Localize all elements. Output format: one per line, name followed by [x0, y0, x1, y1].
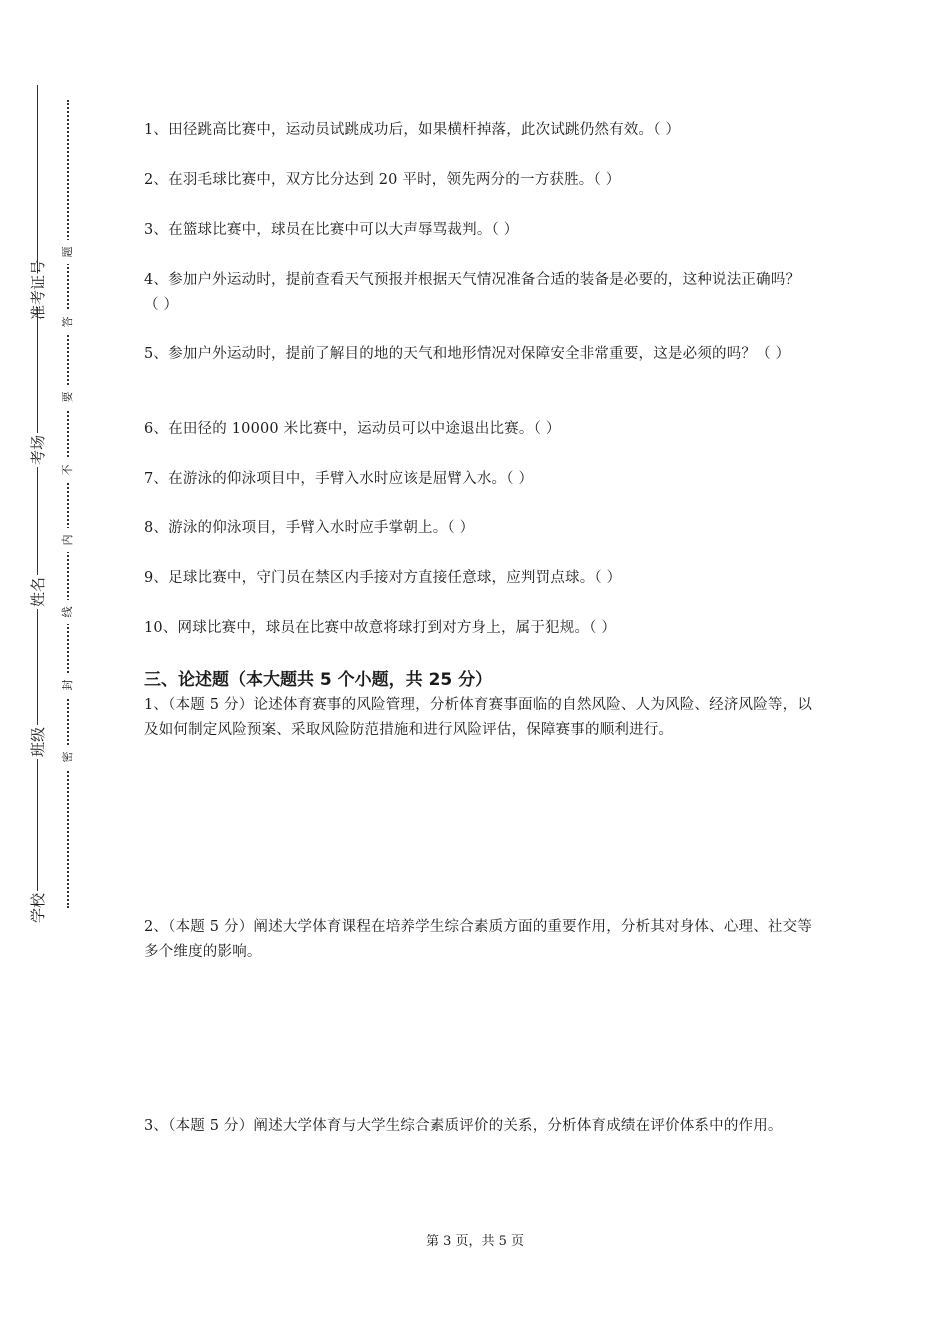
page-footer: 第 3 页，共 5 页	[425, 1234, 525, 1249]
seal-char: 封	[55, 673, 79, 697]
question-item: 3、在篮球比赛中，球员在比赛中可以大声辱骂裁判。（ ）	[144, 222, 519, 238]
class-label: 班级	[17, 725, 57, 759]
seal-char: 内	[55, 528, 79, 552]
question-item: 10、网球比赛中，球员在比赛中故意将球打到对方身上，属于犯规。（ ）	[144, 620, 617, 636]
question-item: 8、游泳的仰泳项目，手臂入水时应手掌朝上。（ ）	[144, 520, 475, 536]
question-item: 6、在田径的 10000 米比赛中，运动员可以中途退出比赛。（ ）	[144, 421, 561, 437]
binding-solid-line	[37, 85, 38, 905]
question-item: 7、在游泳的仰泳项目中，手臂入水时应该是屈臂入水。（ ）	[144, 471, 534, 487]
section-title: 三、论述题（本大题共 5 个小题，共 25 分）	[144, 670, 493, 690]
question-item: 2、在羽毛球比赛中，双方比分达到 20 平时，领先两分的一方获胜。（ ）	[144, 172, 621, 188]
exam-room-label: 考场	[17, 433, 57, 467]
exam-id-label: 准考证号	[17, 273, 57, 307]
name-label: 姓名	[17, 575, 57, 609]
question-item: 1、田径跳高比赛中，运动员试跳成功后，如果横杆掉落，此次试跳仍然有效。（ ）	[144, 122, 681, 138]
school-label: 学校	[17, 891, 57, 925]
binding-dotted-line	[67, 100, 69, 908]
seal-char: 题	[55, 240, 79, 264]
binding-margin	[0, 0, 100, 1344]
seal-char: 要	[55, 385, 79, 409]
question-item: 9、足球比赛中，守门员在禁区内手接对方直接任意球，应判罚点球。（ ）	[144, 570, 622, 586]
essay-question: 3、（本题 5 分）阐述大学体育与大学生综合素质评价的关系，分析体育成绩在评价体系中的作用。	[144, 1118, 783, 1134]
essay-question: 1、（本题 5 分）论述体育赛事的风险管理，分析体育赛事面临的自然风险、人为风险、经济风险等，以及如何制定风险预案、采取风险防范措施和进行风险评估，保障赛事的顺利进行。	[144, 697, 813, 738]
seal-char: 线	[55, 600, 79, 624]
seal-char: 不	[55, 458, 79, 482]
question-item: 5、参加户外运动时，提前了解目的地的天气和地形情况对保障安全非常重要，这是必须的吗？（ ）	[144, 346, 791, 362]
essay-question: 2、（本题 5 分）阐述大学体育课程在培养学生综合素质方面的重要作用，分析其对身体、心理、社交等多个维度的影响。	[144, 919, 813, 960]
seal-char: 答	[55, 310, 79, 334]
question-item: 4、参加户外运动时，提前查看天气预报并根据天气情况准备合适的装备是必要的，这种说法正确吗？（ ）	[144, 272, 801, 313]
seal-char: 密	[55, 745, 79, 769]
